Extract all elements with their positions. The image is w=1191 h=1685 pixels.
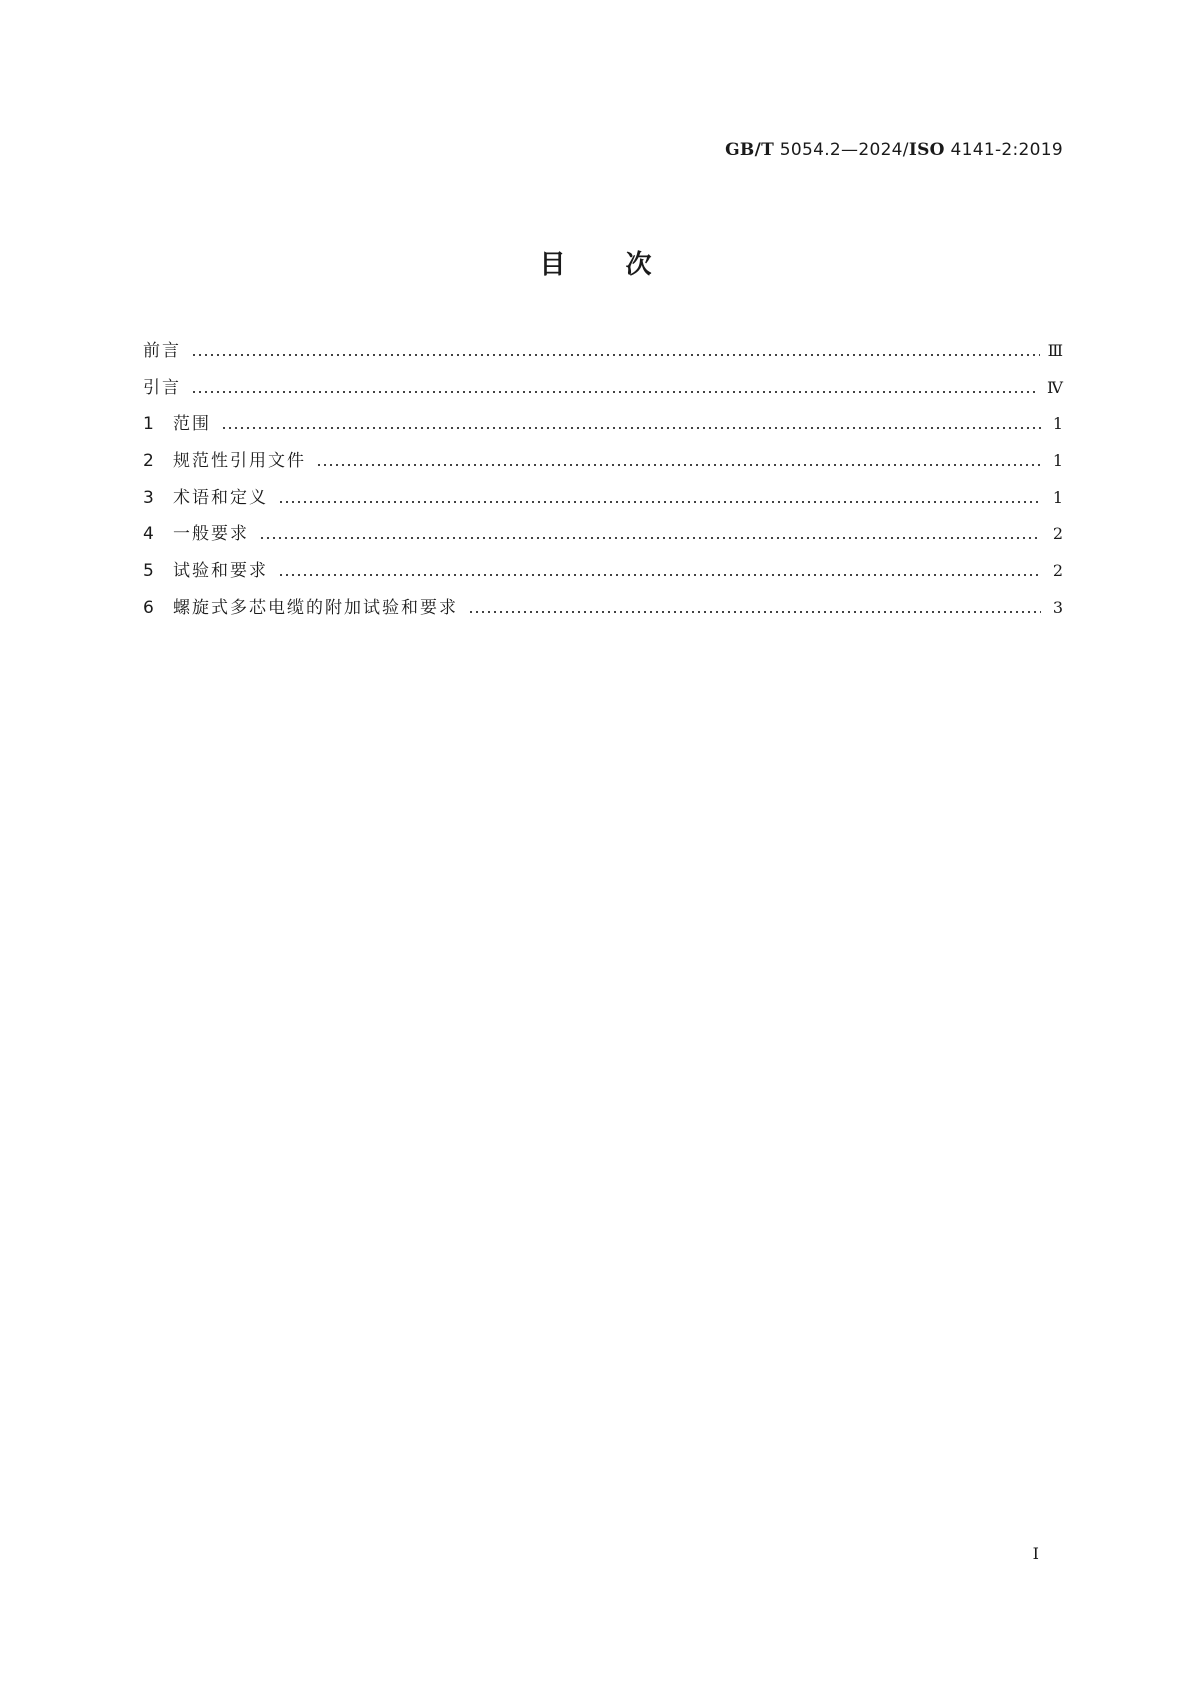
toc-label: 前言 (143, 341, 181, 361)
standard-prefix: GB/T (725, 140, 775, 160)
toc-page-number: 3 (1052, 597, 1063, 617)
toc-row-tests-requirements[interactable] (143, 556, 1063, 593)
toc-number: 2 (143, 451, 154, 472)
toc-number: 6 (143, 597, 154, 618)
dot-leader (468, 611, 1041, 613)
dot-leader (191, 391, 1039, 393)
toc-row-spiral-cables[interactable] (143, 593, 1063, 630)
toc-page-number: 1 (1052, 414, 1063, 434)
toc-page-number: Ⅲ (1047, 341, 1063, 360)
toc-page-number: 2 (1052, 561, 1063, 581)
page-title: 目次 (539, 250, 712, 280)
toc-number: 3 (143, 487, 154, 508)
toc-label: 一般要求 (173, 524, 249, 545)
page-number: Ⅰ (1032, 1544, 1039, 1563)
dot-leader (221, 427, 1041, 429)
toc-page-number: 1 (1052, 487, 1063, 507)
standard-number: 5054.2—2024/ (774, 140, 909, 160)
table-of-contents (143, 336, 1063, 630)
toc-label: 试验和要求 (173, 561, 268, 582)
toc-label: 术语和定义 (173, 487, 268, 508)
toc-label: 螺旋式多芯电缆的附加试验和要求 (173, 597, 458, 618)
dot-leader (316, 464, 1041, 466)
iso-prefix: ISO (908, 140, 945, 160)
toc-number: 4 (143, 524, 154, 545)
toc-row-introduction[interactable] (143, 373, 1063, 410)
dot-leader (259, 537, 1041, 539)
toc-row-foreword[interactable] (143, 336, 1063, 373)
toc-number: 1 (143, 414, 154, 435)
standard-header (725, 140, 1063, 160)
dot-leader (278, 501, 1041, 503)
toc-page-number: Ⅳ (1047, 377, 1063, 397)
toc-number: 5 (143, 561, 154, 582)
toc-page-number: 2 (1052, 524, 1063, 544)
toc-label: 引言 (143, 377, 181, 398)
toc-row-normative-references[interactable] (143, 446, 1063, 483)
dot-leader (191, 354, 1040, 356)
dot-leader (278, 574, 1041, 576)
toc-row-terms-definitions[interactable] (143, 483, 1063, 520)
toc-label: 规范性引用文件 (173, 451, 306, 472)
toc-row-scope[interactable] (143, 409, 1063, 446)
toc-row-general-requirements[interactable] (143, 519, 1063, 556)
toc-label: 范围 (173, 414, 211, 435)
toc-page-number: 1 (1052, 451, 1063, 471)
iso-number: 4141-2:2019 (944, 140, 1063, 160)
